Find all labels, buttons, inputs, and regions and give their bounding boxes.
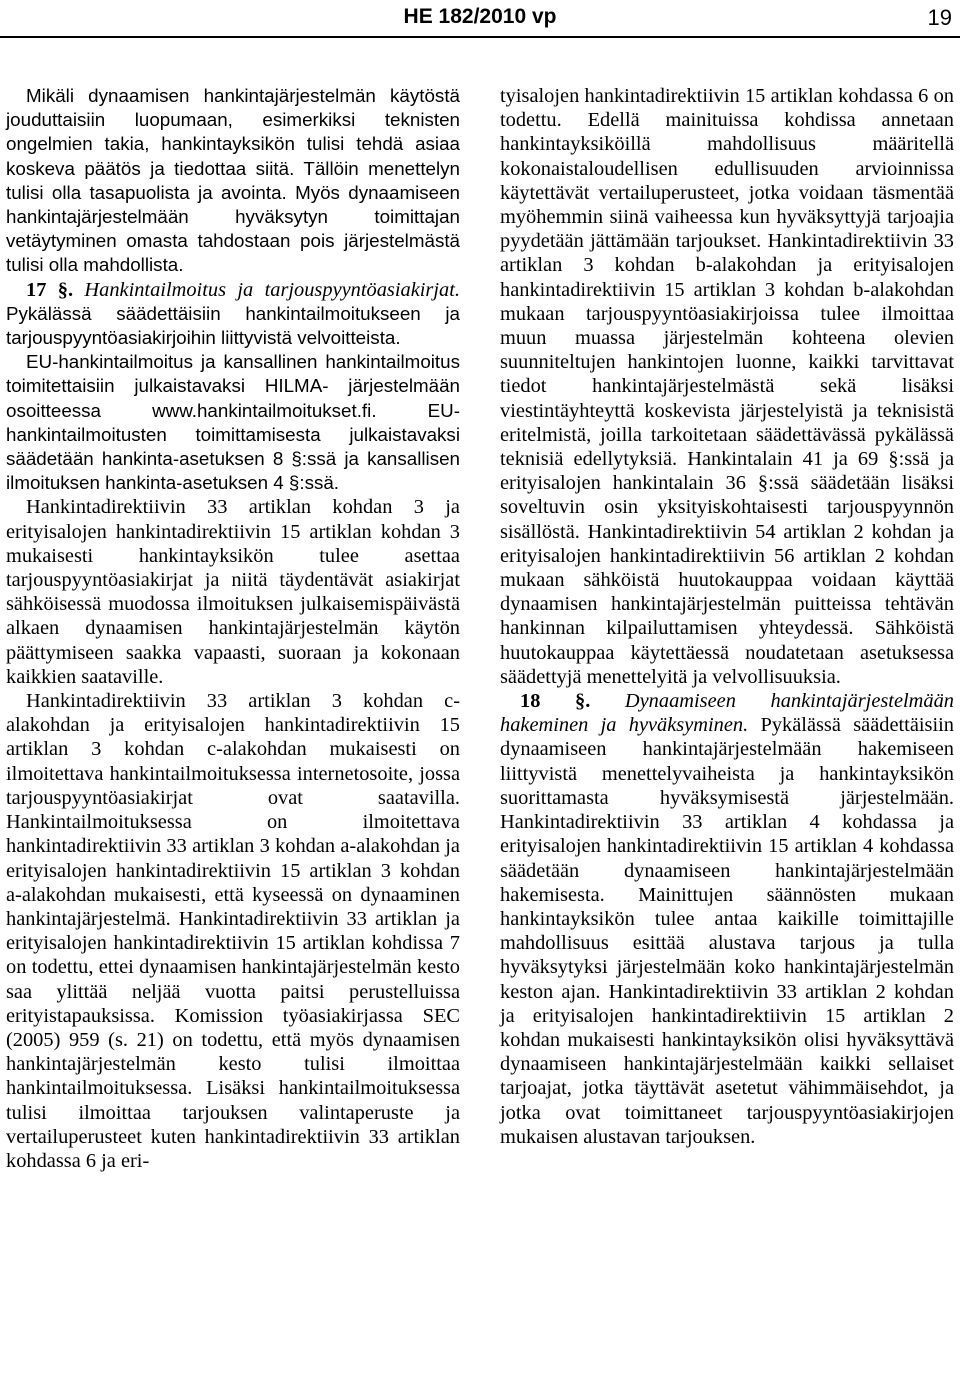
left-column <box>6 84 460 1173</box>
header-rule <box>0 36 960 38</box>
section-number: 17 §. <box>26 278 74 301</box>
section-text: Pykälässä säädettäisiin dynaamiseen hankintajärjestelmään hakemiseen liittyvistä menettelyvaiheista ja hankintayksikön suorittamasta hyväksymisestä järjestelmään. Hankintadirektiivin 33 artiklan 4 kohdassa ja erityisalojen hankintadirektiivin 15 artiklan 4 kohdassa säädetään dynaamiseen hankintajärjestelmään hakemisesta. Mainittujen säännösten mukaan hankintayksikön tulee antaa kaikille toimittajille mahdollisuus esittää alustava tarjous ja tulla hyväksytyksi järjestelmään koko hankintajärjestelmän keston ajan. Hankintadirektiivin 33 artiklan 2 kohdan ja erityisalojen hankintadirektiivin 15 artiklan 2 kohdan mukaisesti hankintayksikön olisi hyväksyttävä dynaamiseen hankintajärjestelmään kaikki sellaiset tarjoajat, jotka täyttävät asetetut vähimmäisehdot, ja jotka ovat toimittaneet tarjouspyyntöasiakirjojen mukaisen alustavan tarjouksen. <box>500 714 954 1148</box>
section-number: 18 §. <box>520 690 591 713</box>
page-number: 19 <box>927 5 952 30</box>
paragraph <box>6 84 460 278</box>
section-17 <box>6 278 460 351</box>
section-title: Dynaamiseen hankintajärjestelmään hakeminen ja hyväksyminen. <box>500 690 954 737</box>
section-18 <box>500 689 954 1149</box>
right-column <box>500 84 954 1149</box>
section-title: Hankintailmoitus ja tarjouspyyntöasiakirjat. <box>73 278 460 301</box>
section-text: Pykälässä säädettäisiin hankintailmoitukseen ja tarjouspyyntöasiakirjoihin liittyvistä velvoitteista. <box>6 302 460 349</box>
paragraph: Hankintadirektiivin 33 artiklan 3 kohdan c-alakohdan ja erityisalojen hankintadirektiivin 15 artiklan 3 kohdan c-alakohdan mukaisesti on ilmoitettava hankintailmoituksessa internetosoite, jossa tarjouspyyntöasiakirjat ovat saatavilla. Hankintailmoituksessa on ilmoitettava hankintadirektiivin 33 artiklan 3 kohdan a-alakohdan ja erityisalojen hankintadirektiivin 15 artiklan 3 kohdan a-alakohdan mukaisesti, että kyseessä on dynaaminen hankintajärjestelmä. Hankintadirektiivin 33 artiklan ja erityisalojen hankintadirektiivin 15 artiklan kohdissa 7 on todettu, ettei dynaamisen hankintajärjestelmän kesto saa ylittää neljää vuotta paitsi perustelluissa erityistapauksissa. Komission työasiakirjassa SEC (2005) 959 (s. 21) on todettu, että myös dynaamisen hankintajärjestelmän kesto tulisi ilmoittaa hankintailmoituksessa. Lisäksi hankintailmoituksessa tulisi ilmoittaa tarjouksen valintaperuste ja vertailuperusteet kuten hankintadirektiivin 33 artiklan kohdassa 6 ja eri- <box>6 690 460 1172</box>
paragraph: Hankintadirektiivin 33 artiklan kohdan 3 ja erityisalojen hankintadirektiivin 15 artiklan kohdan 3 mukaisesti hankintayksikön tulee asettaa tarjouspyyntöasiakirjat ja niitä täydentävät asiakirjat sähköisessä muodossa ilmoituksen julkaisemispäivästä alkaen dynaamisen hankintajärjestelmän käytön päättymiseen saakka vapaasti, suoraan ja kokonaan kaikkien saataville. <box>6 496 460 688</box>
paragraph: EU-hankintailmoitus ja kansallinen hankintailmoitus toimitettaisiin julkaistavaksi HILMA- järjestelmään osoitteessa www.hankintailmoitukset.fi. EU-hankintailmoitusten toimittamisesta julkaistavaksi säädetään hankinta-asetuksen 8 §:ssä ja kansallisen ilmoituksen hankinta-asetuksen 4 §:ssä. <box>6 351 460 494</box>
paragraph-text-sans: Tällöin menettelyn tulisi olla tasapuolista ja avointa. Myös dynaamiseen hankintajärjestelmään hyväksytyn toimittajan vetäytyminen omasta tahdostaan pois järjestelmästä tulisi olla mahdollista. <box>6 157 460 276</box>
paragraph-text-sans: Mikäli dynaamisen hankintajärjestelmän käytöstä jouduttaisiin luopumaan, esimerkiksi teknisten ongelmien takia, hankintayksikön tulisi tehdä asiaa koskeva päätös ja tiedottaa siitä. <box>6 85 460 179</box>
document-id: HE 182/2010 vp <box>403 5 557 28</box>
page-header <box>0 0 960 38</box>
paragraph: tyisalojen hankintadirektiivin 15 artiklan kohdassa 6 on todettu. Edellä mainituissa kohdissa annetaan hankintayksiköillä mahdollisuus määritellä kokonaistaloudellisen edullisuuden arvioinnissa käytettävät vertailuperusteet, jotka voidaan täsmentää myöhemmin siinä vaiheessa kun hyväksyttyjä tarjoajia pyydetään jättämään tarjoukset. Hankintadirektiivin 33 artiklan 3 kohdan b-alakohdan ja erityisalojen hankintadirektiivin 15 artiklan 3 kohdan b-alakohdan mukaan tarjouspyyntöasiakirjoissa tulee ilmoittaa muun muassa järjestelmän kohteena olevien suunniteltujen hankintojen luonne, kaikki tarvittavat tiedot hankintajärjestelmästä sekä lisäksi viestintäyhteyttä koskevista järjestelyistä ja teknisistä eritelmistä, joilla tarkoitetaan säädettävässä pykälässä teknisiä edellytyksiä. Hankintalain 41 ja 69 §:ssä ja erityisalojen hankintalain 36 §:ssä säädetään lisäksi soveltuvin osin yksityiskohtaisesti tarjouspyynnön sisällöstä. Hankintadirektiivin 54 artiklan 2 kohdan ja erityisalojen hankintadirektiivin 56 artiklan 2 kohdan mukaan sähköistä huutokauppaa voidaan käyttää dynaamisen hankintajärjestelmän puitteissa tehtävän hankinnan kilpailuttamisen yhteydessä. Sähköistä huutokauppaa käytettäessä noudatetaan asetuksessa säädettyjä menettelyitä ja velvollisuuksia. <box>500 85 954 688</box>
